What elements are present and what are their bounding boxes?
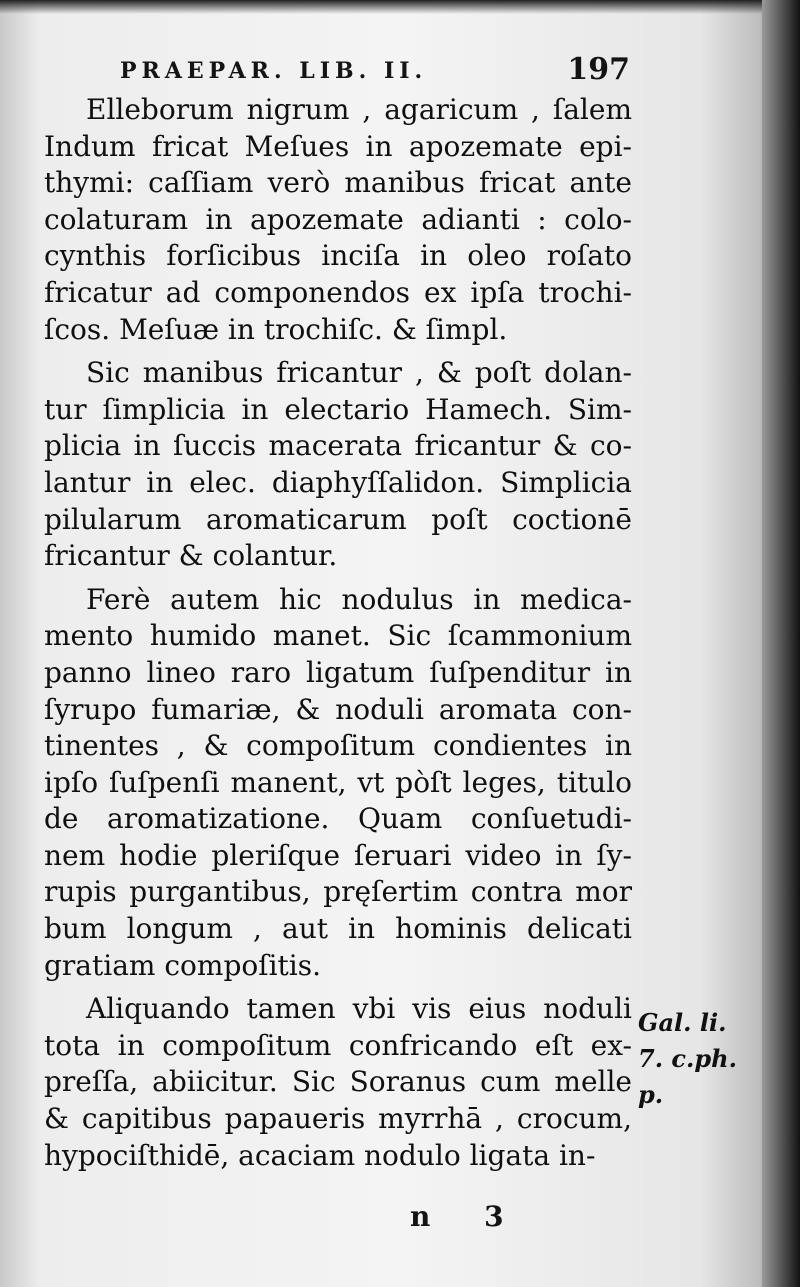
text-line: colaturam in apozemate adianti : colo- bbox=[44, 202, 632, 236]
text-line: plicia in ſuccis macerata fricantur & co- bbox=[44, 429, 632, 463]
paragraph bbox=[44, 355, 632, 575]
text-line: panno lineo raro ligatum ſuſpenditur in bbox=[44, 655, 632, 689]
body-text bbox=[44, 92, 632, 1181]
text-line: Ferè autem hic nodulus in medica- bbox=[86, 582, 632, 616]
text-line: rupis purgantibus, pręſertim contra mor bbox=[44, 875, 632, 909]
marginal-note-line: p. bbox=[638, 1080, 664, 1109]
text-line: lantur in elec. diaphyſſalidon. Simplicia bbox=[44, 465, 632, 499]
text-line: pilularum aromaticarum poſt coctionē bbox=[44, 502, 632, 536]
text-line: nem hodie pleriſque ſeruari video in ſy- bbox=[44, 838, 632, 872]
top-shadow bbox=[0, 0, 800, 14]
marginal-note-line: 7. c.ph. bbox=[638, 1044, 737, 1073]
marginal-note bbox=[638, 1005, 758, 1113]
text-line: ſyrupo fumariæ, & noduli aromata con- bbox=[44, 692, 632, 726]
paragraph bbox=[44, 991, 632, 1174]
text-line: thymi: caſſiam verò manibus fricat ante bbox=[44, 166, 632, 200]
text-line: tur ſimplicia in electario Hamech. Sim- bbox=[44, 392, 632, 426]
text-line: tota in compoſitum confricando eſt ex- bbox=[44, 1028, 632, 1062]
text-line: fricatur ad componendos ex ipſa trochi- bbox=[44, 275, 632, 309]
text-line: & capitibus papaueris myrrhā , crocum, bbox=[44, 1102, 632, 1136]
text-line: mento humido manet. Sic ſcammonium bbox=[44, 619, 632, 653]
page-edge-shadow bbox=[762, 0, 800, 1287]
text-line: tinentes , & compoſitum condientes in bbox=[44, 729, 632, 763]
text-line: cynthis forſicibus inciſa in oleo roſato bbox=[44, 239, 632, 273]
text-line: fricantur & colantur. bbox=[44, 539, 338, 573]
running-title: PRAEPAR. LIB. II. bbox=[120, 58, 428, 84]
paragraph bbox=[44, 582, 632, 985]
text-line: Sic manibus fricantur , & poſt dolan- bbox=[86, 356, 632, 390]
signature-mark: n 3 bbox=[410, 1200, 526, 1233]
text-line: hypociſthidē, acaciam nodulo ligata in- bbox=[44, 1138, 596, 1172]
text-line: Indum fricat Meſues in apozemate epi- bbox=[44, 129, 632, 163]
marginal-note-line: Gal. li. bbox=[638, 1008, 727, 1037]
running-head bbox=[120, 52, 630, 92]
text-line: Aliquando tamen vbi vis eius noduli bbox=[86, 992, 632, 1026]
text-line: Elleborum nigrum , agaricum , ſalem bbox=[86, 93, 632, 126]
text-line: preſſa, abiicitur. Sic Soranus cum melle bbox=[44, 1065, 632, 1099]
text-line: bum longum , aut in hominis delicati bbox=[44, 912, 632, 946]
text-line: ipſo ſuſpenſi manent, vt pòſt leges, titulo bbox=[44, 765, 632, 799]
paragraph bbox=[44, 92, 632, 348]
text-line: gratiam compoſitis. bbox=[44, 948, 322, 982]
page-number: 197 bbox=[567, 52, 630, 87]
text-line: ſcos. Meſuæ in trochiſc. & ſimpl. bbox=[44, 312, 508, 346]
text-line: de aromatizatione. Quam conſuetudi- bbox=[44, 802, 632, 836]
